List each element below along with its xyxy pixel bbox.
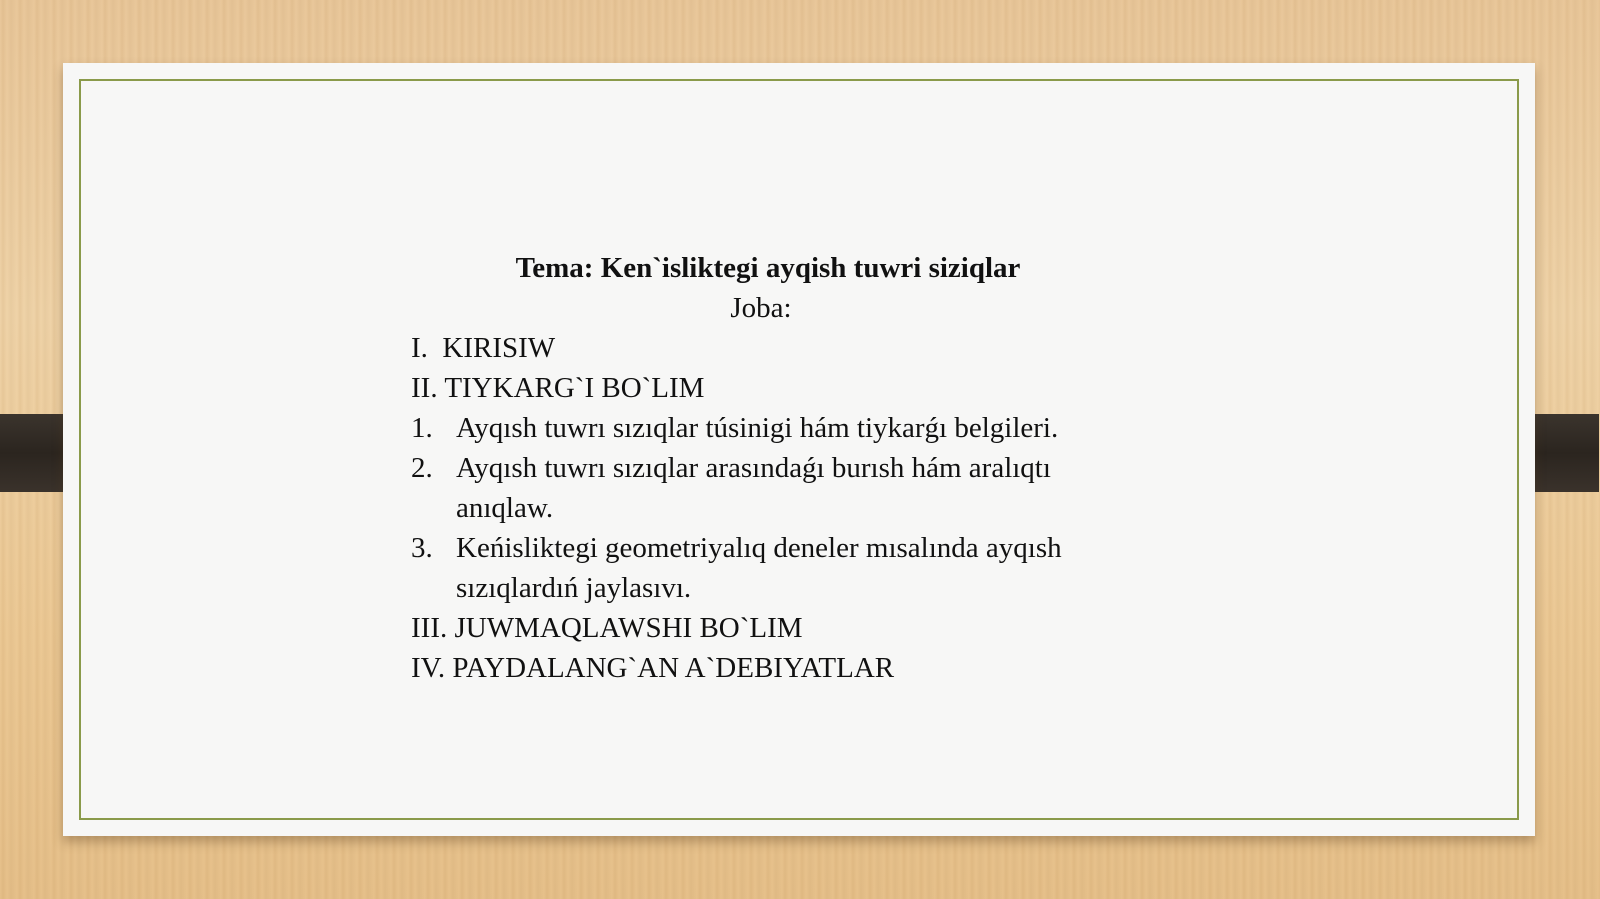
item-text: Keńisliktegi geometriyalıq deneler mısalında ayqısh sızıqlardıń jaylasıvı. xyxy=(456,532,1062,604)
section-item xyxy=(411,328,1111,368)
section-text: TIYKARG`I BO`LIM xyxy=(444,372,705,404)
numbered-item xyxy=(411,528,1111,608)
item-number: 3. xyxy=(411,532,433,564)
section-item xyxy=(411,608,1111,648)
item-number: 2. xyxy=(411,452,433,484)
section-text: KIRISIW xyxy=(442,332,556,364)
numbered-item xyxy=(411,448,1111,528)
section-marker: II. xyxy=(411,372,438,404)
section-text: JUWMAQLAWSHI BO`LIM xyxy=(454,612,803,644)
slide-title: Tema: Ken`isliktegi ayqish tuwri siziqlar xyxy=(515,252,1021,284)
section-marker: I. xyxy=(411,332,428,364)
section-item xyxy=(411,648,1111,688)
slide-content xyxy=(411,248,1111,688)
section-marker: IV. xyxy=(411,652,446,684)
item-number: 1. xyxy=(411,412,433,444)
section-item xyxy=(411,368,1111,408)
section-text: PAYDALANG`AN A`DEBIYATLAR xyxy=(452,652,895,684)
item-text: Ayqısh tuwrı sızıqlar túsinigi hám tiykarǵı belgileri. xyxy=(456,412,1059,444)
slide-subtitle: Joba: xyxy=(730,292,792,324)
section-marker: III. xyxy=(411,612,448,644)
slide-card xyxy=(63,63,1535,836)
item-text: Ayqısh tuwrı sızıqlar arasındaǵı burısh hám aralıqtı anıqlaw. xyxy=(456,452,1051,524)
numbered-item xyxy=(411,408,1111,448)
